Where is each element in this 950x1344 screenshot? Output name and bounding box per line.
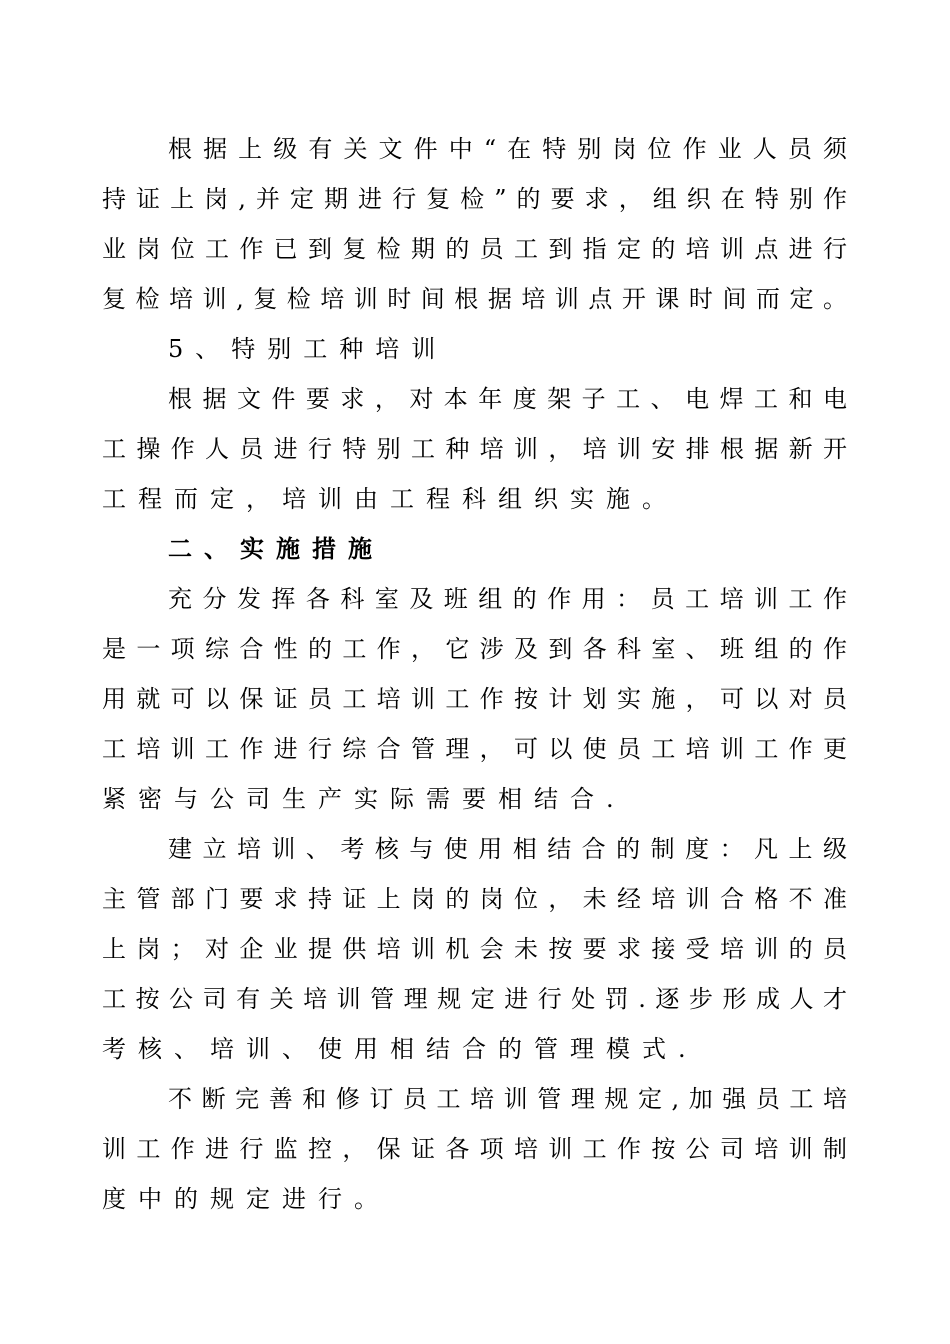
- paragraph-line: 工操作人员进行特别工种培训，培训安排根据新开: [102, 435, 847, 463]
- paragraph-line: 不断完善和修订员工培训管理规定,加强员工培: [168, 1085, 847, 1113]
- paragraph-line: 根据上级有关文件中“在特别岗位作业人员须: [168, 135, 847, 163]
- paragraph-line: 充分发挥各科室及班组的作用：员工培训工作: [168, 585, 847, 613]
- paragraph-line: 考核、培训、使用相结合的管理模式.: [102, 1035, 698, 1063]
- paragraph-line: 是一项综合性的工作，它涉及到各科室、班组的作: [102, 635, 847, 663]
- paragraph-line: 度中的规定进行。: [102, 1185, 390, 1213]
- paragraph-line: 建立培训、考核与使用相结合的制度：凡上级: [168, 835, 847, 863]
- paragraph-line: 工程而定，培训由工程科组织实施。: [102, 485, 678, 513]
- paragraph-line: 持证上岗,并定期进行复检”的要求，组织在特别作: [102, 185, 847, 213]
- paragraph-line: 工培训工作进行综合管理，可以使员工培训工作更: [102, 735, 847, 763]
- section-item-heading: 5、特别工种培训: [168, 335, 448, 363]
- paragraph-line: 上岗；对企业提供培训机会未按要求接受培训的员: [102, 935, 847, 963]
- paragraph-line: 训工作进行监控，保证各项培训工作按公司培训制: [102, 1135, 847, 1163]
- paragraph-line: 主管部门要求持证上岗的岗位，未经培训合格不准: [102, 885, 847, 913]
- paragraph-line: 紧密与公司生产实际需要相结合.: [102, 785, 626, 813]
- section-heading: 二、实施措施: [168, 534, 384, 563]
- paragraph-line: 工按公司有关培训管理规定进行处罚.逐步形成人才: [102, 985, 847, 1013]
- paragraph-line: 复检培训,复检培训时间根据培训点开课时间而定。: [102, 285, 847, 313]
- paragraph-line: 用就可以保证员工培训工作按计划实施，可以对员: [102, 685, 847, 713]
- paragraph-line: 业岗位工作已到复检期的员工到指定的培训点进行: [102, 235, 847, 263]
- paragraph-line: 根据文件要求，对本年度架子工、电焊工和电: [168, 385, 847, 413]
